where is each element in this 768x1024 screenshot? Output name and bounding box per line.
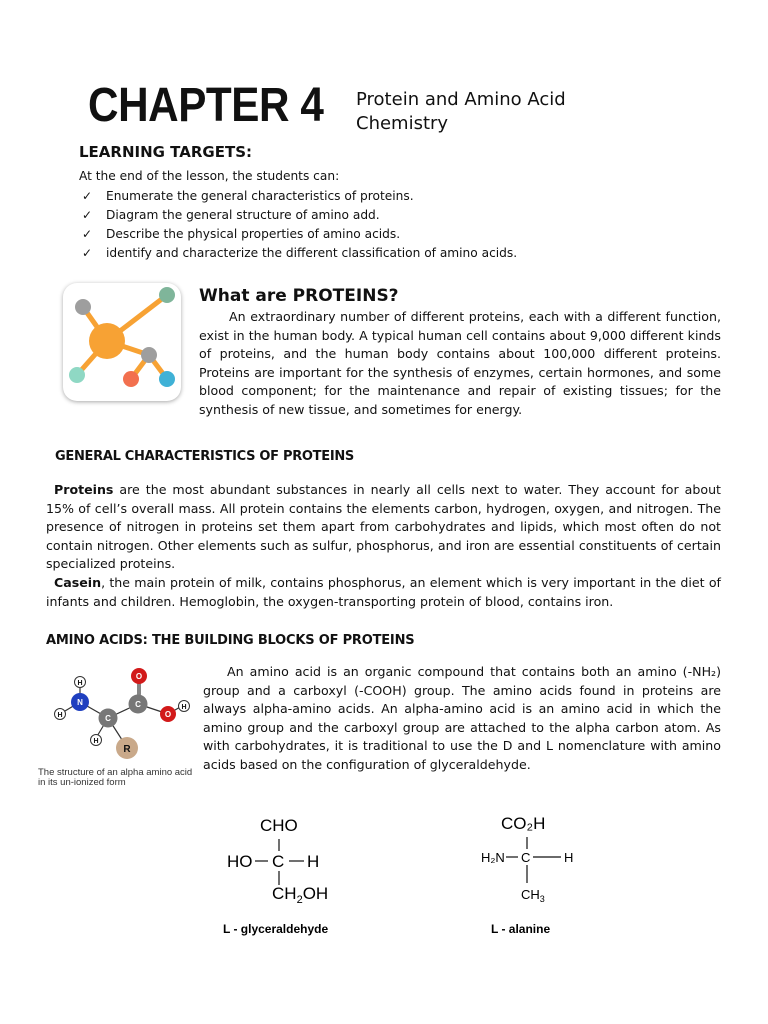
glyc-bottom-tail: OH	[302, 884, 329, 903]
learning-targets-list	[82, 187, 517, 263]
general-characteristics-heading: GENERAL CHARACTERISTICS OF PROTEINS	[55, 449, 354, 464]
casein-lead: Casein	[54, 575, 102, 590]
glyc-center: C	[272, 852, 285, 871]
atom-o: O	[135, 672, 143, 681]
check-icon: ✓	[82, 227, 93, 241]
check-icon: ✓	[82, 189, 93, 203]
proteins-lead: Proteins	[54, 482, 114, 497]
molecule-icon-graphic	[63, 283, 181, 401]
list-item	[82, 225, 517, 244]
list-item	[82, 206, 517, 225]
amino-acids-paragraph-text: An amino acid is an organic compound that contains both an amino (-NH₂) group and a carboxyl (-COOH) group. The amino acids found in proteins are always alpha-amino acids. An alpha-amino acid is an amino acid in which the amino group and the carboxyl group are attached to the alpha carbon atom. As with carbohydrates, it is traditional to use the D and L nomenclature with amino acids based on the configuration of glyceraldehyde.	[203, 664, 721, 772]
learning-targets-intro: At the end of the lesson, the students can:	[79, 169, 340, 183]
atom-c: C	[105, 714, 111, 723]
proteins-heading: What are PROTEINS?	[199, 286, 399, 306]
alanine-right: H	[564, 850, 574, 865]
glyceraldehyde-structure	[220, 805, 360, 945]
general-paragraph-1-text: are the most abundant substances in nearly all cells next to water. They account for about 15% of cell’s overall mass. All protein contains the elements carbon, hydrogen, oxygen, and nitrogen. The presence of nitrogen in proteins set them apart from carbohydrates and lipids, which most often do not contain nitrogen. Other elements such as sulfur, phosphorus, and iron are essential constituents of certain specialized proteins.	[46, 482, 721, 572]
amino-acid-ball-model	[46, 664, 196, 768]
glyc-bottom-sub: 2	[296, 894, 303, 906]
atom-r: R	[123, 744, 131, 755]
chapter-subtitle: Protein and Amino Acid Chemistry	[356, 89, 566, 134]
check-icon: ✓	[82, 246, 93, 260]
general-paragraph-2-text: , the main protein of milk, contains phosphorus, an element which is very important in the diet of infants and children. Hemoglobin, the oxygen-transporting protein of blood, contains iron.	[46, 575, 721, 609]
glyceraldehyde-label: L - glyceraldehyde	[223, 922, 329, 936]
alanine-left: H₂N	[481, 850, 505, 865]
learning-targets-heading: LEARNING TARGETS:	[79, 143, 253, 161]
glyc-right: H	[307, 852, 320, 871]
atom-h: H	[93, 738, 99, 745]
alanine-bottom-sub: 3	[539, 894, 545, 904]
glyc-left: HO	[227, 852, 253, 871]
amino-acids-heading: AMINO ACIDS: THE BUILDING BLOCKS OF PROTEINS	[46, 633, 415, 648]
atom-c: C	[135, 700, 141, 709]
glyc-top: CHO	[260, 816, 298, 835]
list-item	[82, 244, 517, 263]
list-item-text: Enumerate the general characteristics of proteins.	[106, 189, 414, 203]
atom-h: H	[57, 712, 63, 719]
alanine-label: L - alanine	[491, 922, 551, 936]
proteins-paragraph	[199, 308, 721, 420]
alanine-center: C	[521, 850, 531, 865]
amino-acids-paragraph	[203, 663, 721, 775]
general-paragraph-1	[46, 481, 721, 574]
general-paragraph-2	[46, 574, 721, 611]
atom-h: H	[77, 680, 83, 687]
chapter-title: CHAPTER 4	[88, 79, 324, 132]
amino-acid-caption: The structure of an alpha amino acid in its un-ionized form	[38, 767, 193, 788]
check-icon: ✓	[82, 208, 93, 222]
list-item-text: identify and characterize the different classification of amino acids.	[106, 246, 518, 260]
glyc-bottom: CH	[272, 884, 297, 903]
list-item-text: Describe the physical properties of amino acids.	[106, 227, 401, 241]
svg-text:CH2OH	[272, 884, 328, 906]
atom-n: N	[77, 698, 83, 707]
alanine-structure	[470, 805, 590, 945]
molecule-icon	[63, 283, 181, 401]
atom-o: O	[164, 710, 172, 719]
alanine-top: CO₂H	[501, 814, 546, 833]
proteins-paragraph-text: An extraordinary number of different proteins, each with a different function, exist in the human body. A typical human cell contains about 9,000 different kinds of proteins, and the human body contains about 100,000 different proteins. Proteins are important for the synthesis of enzymes, certain hormones, and some blood component; for the maintenance and repair of existing tissues; for the synthesis of new tissue, and sometimes for energy.	[199, 309, 721, 417]
alanine-bottom: CH	[521, 887, 540, 902]
svg-text:CH3	[521, 887, 545, 904]
atom-h: H	[181, 704, 187, 711]
list-item-text: Diagram the general structure of amino add.	[106, 208, 380, 222]
list-item	[82, 187, 517, 206]
